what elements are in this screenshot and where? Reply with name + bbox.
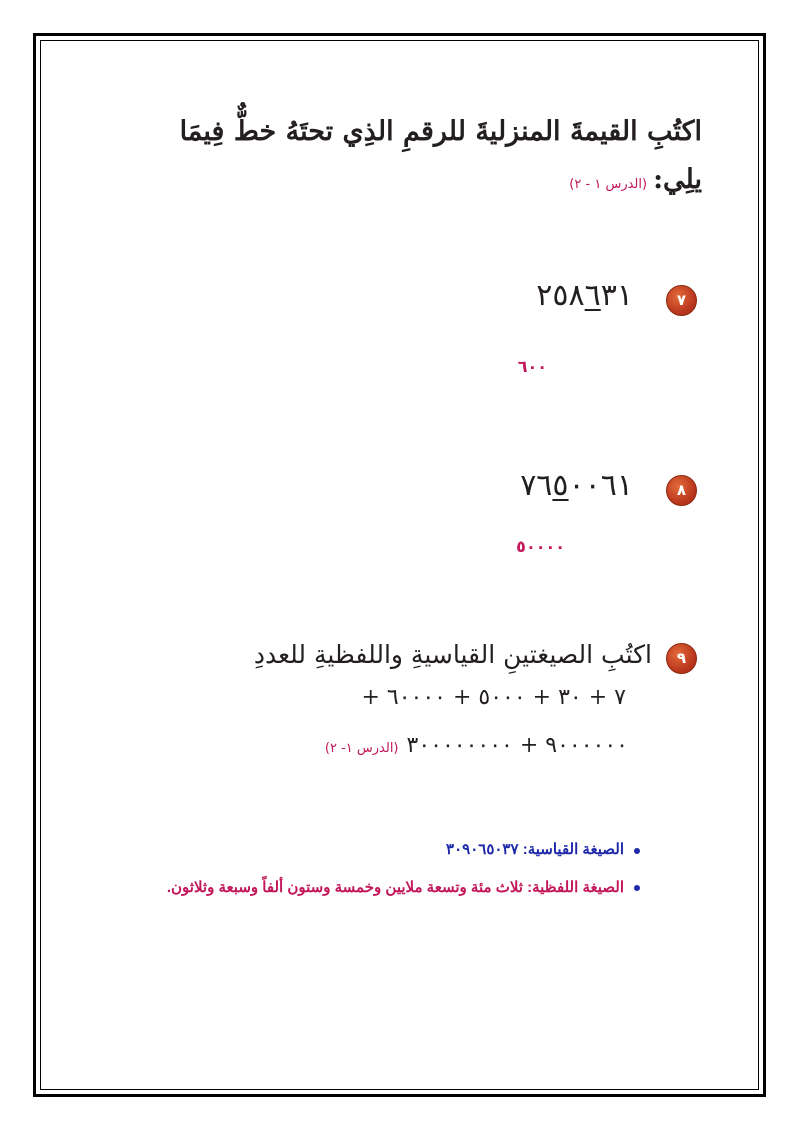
question-7-badge: ٧ [666, 285, 697, 316]
exercise-heading [102, 108, 702, 209]
question-8-answer: ٥٠٠٠٠ [516, 537, 565, 556]
question-7-answer: ٦٠٠ [517, 357, 547, 376]
heading-line-2 [102, 156, 702, 209]
question-7-digits-start: ٢٥٨ [536, 278, 585, 313]
standard-form-answer: الصيغة القياسية: ٣٠٩٠٦٥٠٣٧ [82, 840, 642, 858]
question-9-expression-line-1: ٧ + ٣٠ + ٥٠٠٠ + ٦٠٠٠٠ + [361, 685, 626, 710]
question-9-text: اكتُبِ الصيغتينِ القياسيةِ واللفظيةِ للعددِ [253, 640, 652, 669]
lesson-reference: (الدرس ١ - ٢) [569, 177, 648, 192]
question-8-underlined-digit: ٥ [552, 468, 569, 503]
question-7-underlined-digit: ٦ [584, 278, 601, 313]
answer-list [82, 840, 642, 918]
question-7-digits-end: ٣١ [600, 278, 633, 313]
heading-line-1: اكتُبِ القيمةَ المنزليةَ للرقمِ الذِي تحتَهُ خطٌّ فِيمَا [179, 116, 702, 147]
question-9-expression-line-2-text: ٩٠٠٠٠٠٠ + ٣٠٠٠٠٠٠٠٠ [406, 733, 628, 758]
question-8-digits-end: ٠٠٦١ [568, 468, 633, 503]
question-7-number [536, 278, 633, 313]
heading-line-2-text: يلِي: [653, 164, 702, 195]
question-8-badge: ٨ [666, 475, 697, 506]
question-8-number [520, 468, 633, 503]
word-form-answer: الصيغة اللفظية: ثلاث مئة وتسعة ملايين وخمسة وستون ألفاً وسبعة وثلاثون. [82, 872, 642, 904]
question-9-lesson-reference: (الدرس ١- ٢) [324, 741, 399, 756]
question-9-badge: ٩ [666, 643, 697, 674]
question-8-digits-start: ٧٦ [520, 468, 553, 503]
question-9-expression-line-2 [325, 733, 628, 758]
